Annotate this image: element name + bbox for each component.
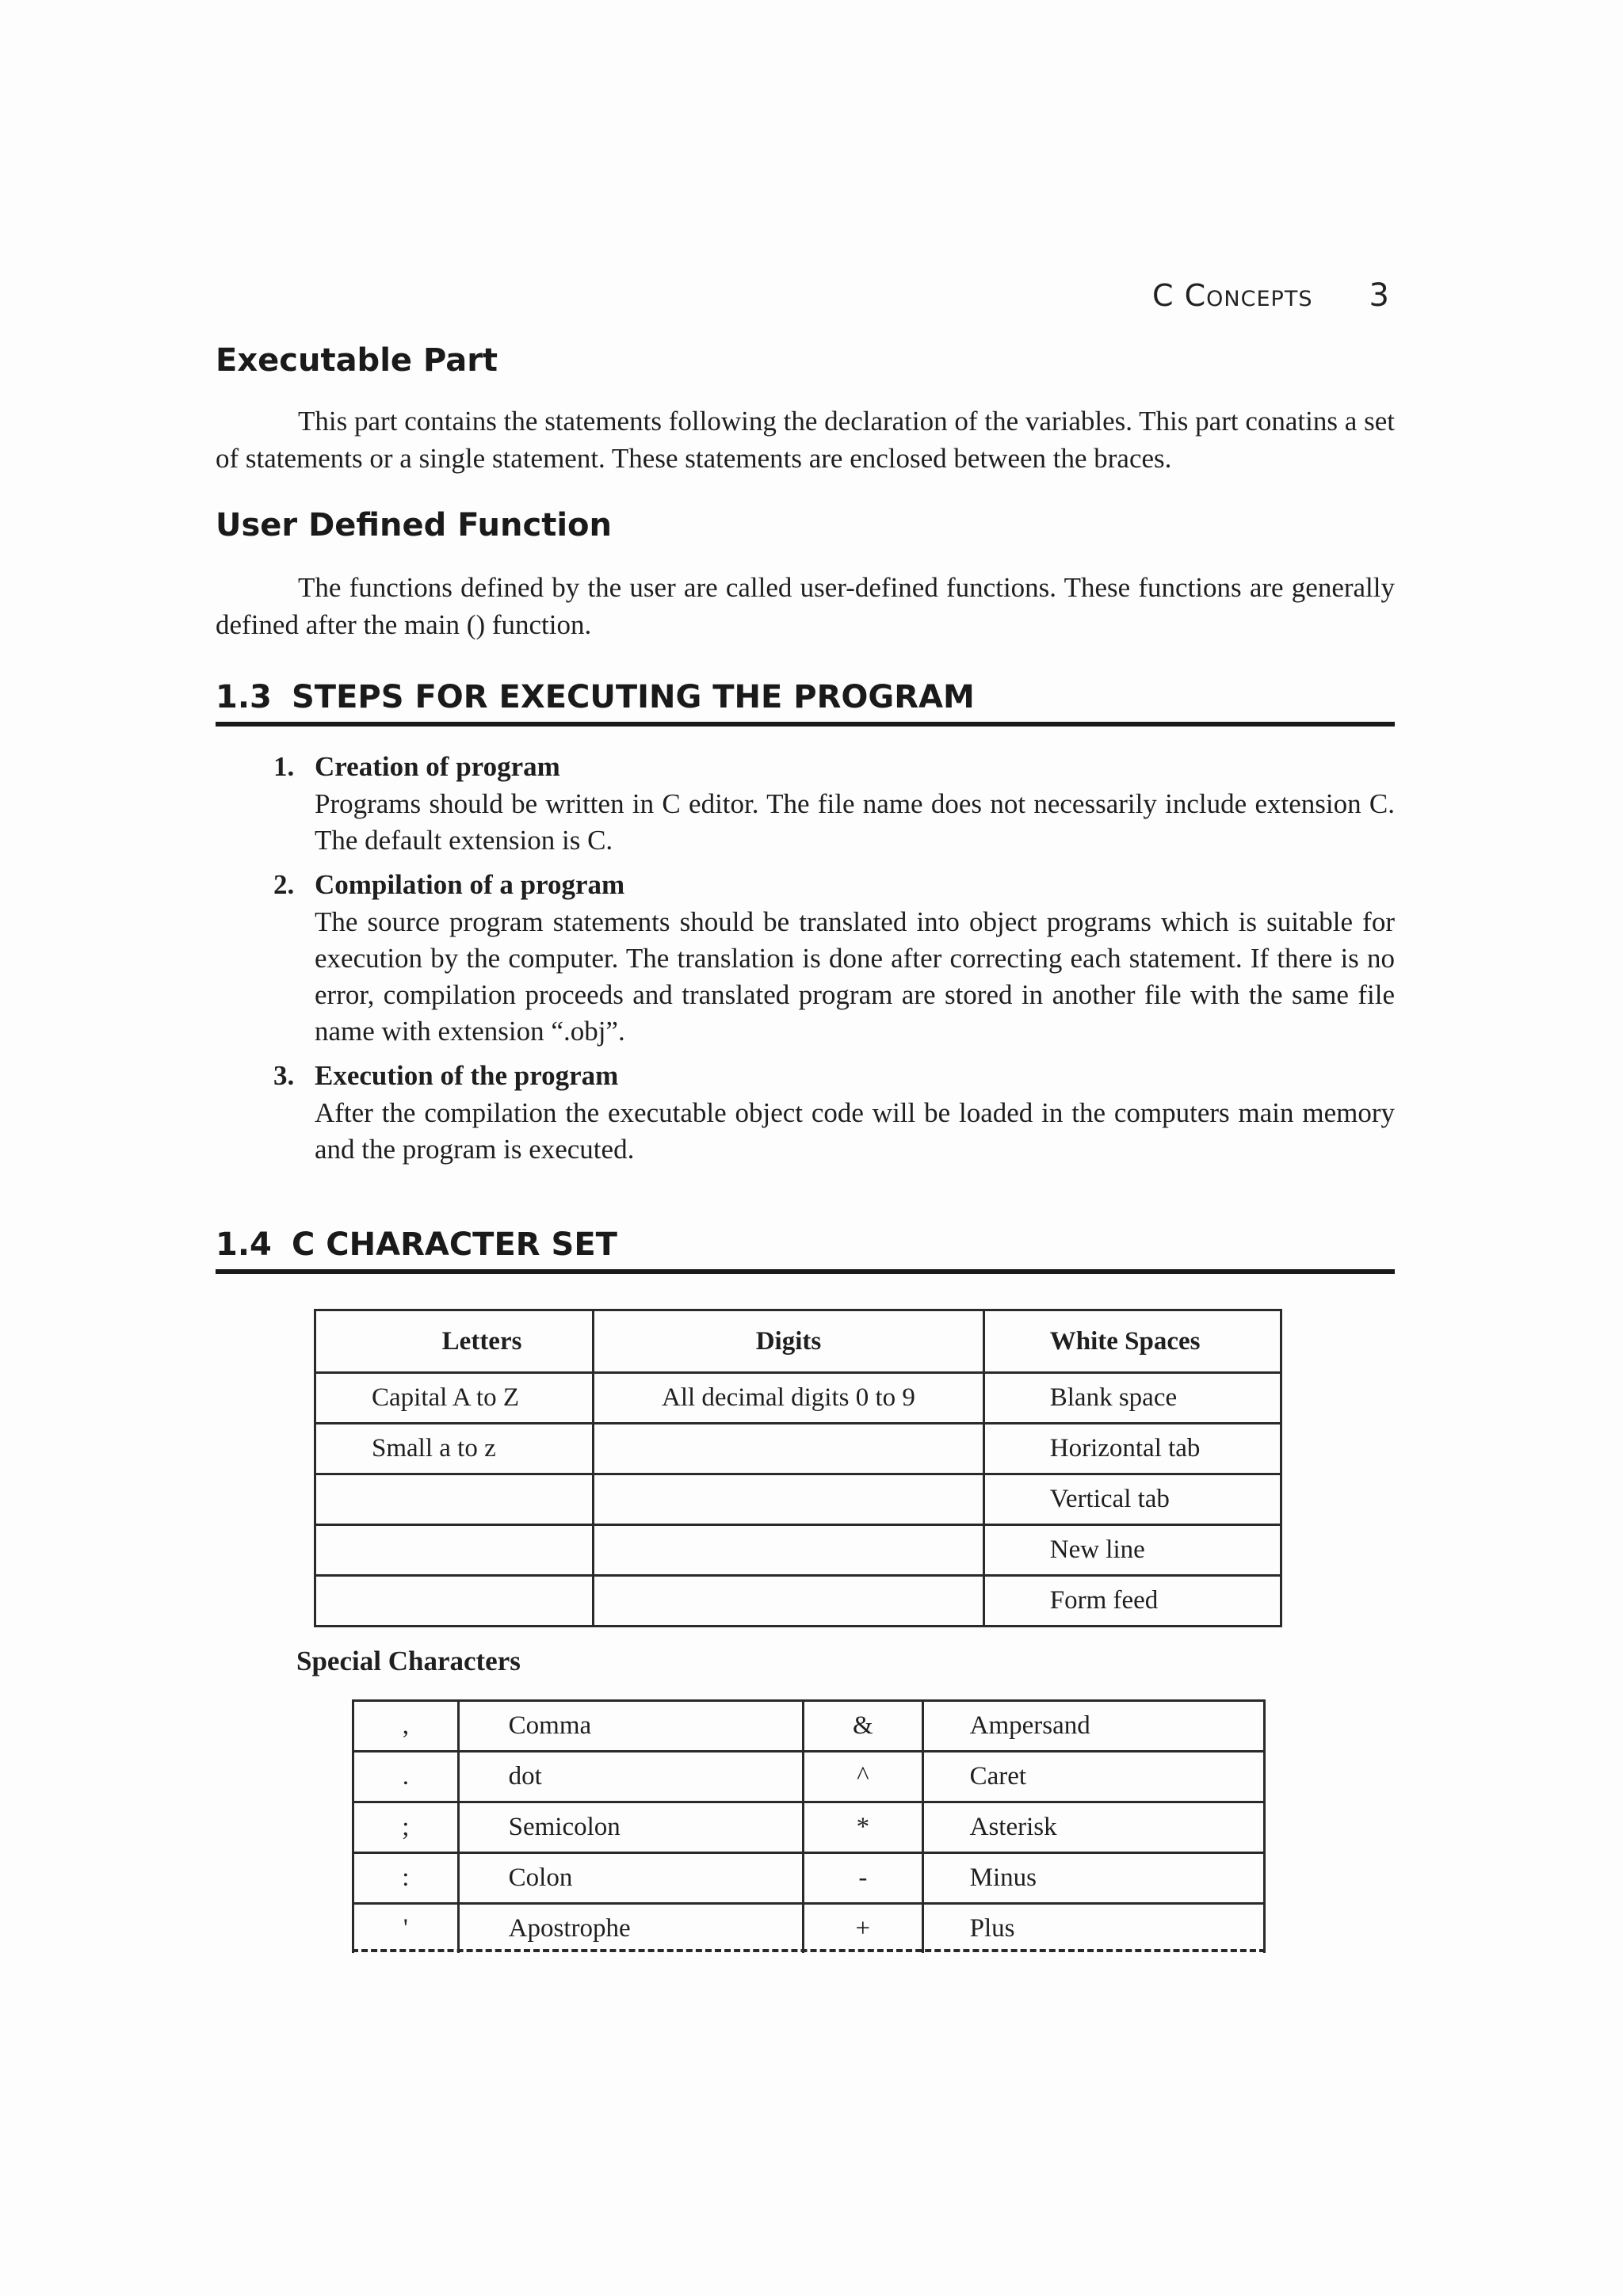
step-number: 2. (273, 869, 295, 900)
executable-part-heading: Executable Part (216, 342, 498, 379)
symbol-cell: . (353, 1752, 459, 1802)
symbol-name-cell: Semicolon (458, 1802, 803, 1853)
table-row (315, 1576, 1281, 1627)
symbol-name-cell: dot (458, 1752, 803, 1802)
table-cell: New line (983, 1525, 1281, 1576)
table-cell (315, 1525, 594, 1576)
symbol-cell: ' (353, 1904, 459, 1954)
table-cell: Capital A to Z (315, 1373, 594, 1424)
table-header-row (315, 1310, 1281, 1373)
symbol-name-cell: Plus (922, 1904, 1264, 1954)
step-title (273, 865, 1395, 904)
table-row (315, 1424, 1281, 1474)
symbol-name-cell: Caret (922, 1752, 1264, 1802)
step-title-text: Creation of program (315, 751, 560, 782)
table-row (315, 1474, 1281, 1525)
step-number: 1. (273, 751, 295, 782)
step-item (273, 865, 1395, 1050)
section-1-3-title: STEPS FOR EXECUTING THE PROGRAM (292, 679, 975, 715)
table-row (315, 1373, 1281, 1424)
symbol-cell: , (353, 1701, 459, 1752)
special-characters-table (352, 1699, 1266, 1953)
step-body: Programs should be written in C editor. The file name does not necessarily include extension C. The default extension is C. (315, 788, 1395, 856)
table-cell: Form feed (983, 1576, 1281, 1627)
table-cell (315, 1576, 594, 1627)
table-row (353, 1752, 1265, 1802)
user-defined-function-text-body: The functions defined by the user are called user-defined functions. These functions are generally defined after the main () function. (216, 572, 1395, 640)
section-1-4-number: 1.4 (216, 1226, 272, 1263)
step-item (273, 1056, 1395, 1168)
running-header (1152, 277, 1390, 314)
page-number: 3 (1369, 277, 1390, 314)
table-cell (594, 1474, 984, 1525)
table-cell: Blank space (983, 1373, 1281, 1424)
table-cell (594, 1576, 984, 1627)
table-cell: Small a to z (315, 1424, 594, 1474)
section-1-4-title: C CHARACTER SET (292, 1226, 617, 1263)
table-row (353, 1802, 1265, 1853)
symbol-cell: & (804, 1701, 923, 1752)
column-header-digits: Digits (594, 1310, 984, 1373)
step-body: The source program statements should be translated into object programs which is suitable for execution by the computer. The translation is done after correcting each statement. If there is no error, compilation proceeds and translated program are stored in another file with the same file name with extension “.obj”. (315, 906, 1395, 1047)
section-1-3-heading (216, 679, 1395, 727)
step-title-text: Compilation of a program (315, 869, 625, 900)
table-cell (315, 1474, 594, 1525)
step-item (273, 747, 1395, 859)
symbol-name-cell: Comma (458, 1701, 803, 1752)
symbol-cell: ; (353, 1802, 459, 1853)
symbol-cell: * (804, 1802, 923, 1853)
symbol-cell: - (804, 1853, 923, 1904)
step-body: After the compilation the executable object code will be loaded in the computers main memory and the program is executed. (315, 1097, 1395, 1165)
symbol-cell: : (353, 1853, 459, 1904)
section-1-4-heading (216, 1226, 1395, 1274)
step-title (273, 747, 1395, 786)
section-1-3-number: 1.3 (216, 679, 272, 715)
table-row (353, 1853, 1265, 1904)
running-header-title: C Concepts (1152, 278, 1313, 313)
table-row (353, 1904, 1265, 1954)
user-defined-function-text (216, 569, 1395, 643)
table-row (315, 1525, 1281, 1576)
column-header-white-spaces: White Spaces (983, 1310, 1281, 1373)
step-number: 3. (273, 1060, 295, 1091)
symbol-name-cell: Minus (922, 1853, 1264, 1904)
table-cell: Vertical tab (983, 1474, 1281, 1525)
table-cell: All decimal digits 0 to 9 (594, 1373, 984, 1424)
table-continuation-dashed-line (352, 1949, 1266, 1952)
table-cell: Horizontal tab (983, 1424, 1281, 1474)
symbol-name-cell: Colon (458, 1853, 803, 1904)
steps-list (273, 747, 1395, 1174)
table-cell (594, 1424, 984, 1474)
executable-part-text (216, 402, 1395, 477)
special-characters-label: Special Characters (296, 1646, 521, 1676)
table-cell (594, 1525, 984, 1576)
symbol-name-cell: Asterisk (922, 1802, 1264, 1853)
character-set-table (314, 1309, 1282, 1627)
executable-part-text-body: This part contains the statements following the declaration of the variables. This part conatins a set of statements or a single statement. These statements are enclosed between the braces. (216, 406, 1395, 474)
table-row (353, 1701, 1265, 1752)
step-title-text: Execution of the program (315, 1060, 619, 1091)
symbol-name-cell: Apostrophe (458, 1904, 803, 1954)
symbol-cell: + (804, 1904, 923, 1954)
column-header-letters: Letters (315, 1310, 594, 1373)
user-defined-function-heading: User Defined Function (216, 507, 612, 543)
symbol-name-cell: Ampersand (922, 1701, 1264, 1752)
symbol-cell: ^ (804, 1752, 923, 1802)
step-title (273, 1056, 1395, 1095)
